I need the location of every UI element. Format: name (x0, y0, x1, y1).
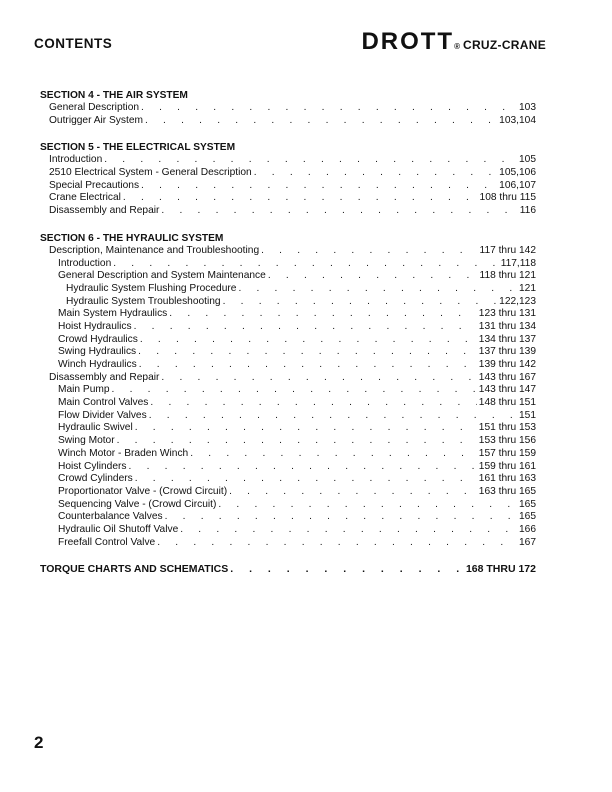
toc-entry-label: Outrigger Air System (49, 114, 143, 126)
dot-leader (230, 563, 464, 576)
toc-entry-label: Swing Motor (58, 435, 115, 447)
dot-leader (138, 346, 477, 359)
toc-entry-page: 163 thru 165 (478, 485, 536, 497)
toc-entry-label: Disassembly and Repair (49, 371, 160, 383)
toc-entry-page: 157 thru 159 (478, 447, 536, 459)
dot-leader (157, 537, 517, 550)
toc-entry-label: Description, Maintenance and Troubleshooting (49, 244, 260, 256)
toc-entry (40, 511, 536, 524)
toc-entry-page: 167 (519, 536, 536, 548)
toc-entry (40, 321, 536, 334)
toc-entry (40, 435, 536, 448)
toc-entry-label: Sequencing Valve - (Crowd Circuit) (58, 498, 217, 510)
toc-entry (40, 359, 536, 372)
toc-entry-page: 165 (519, 511, 536, 523)
toc-entry-label: TORQUE CHARTS AND SCHEMATICS (40, 563, 229, 576)
toc-entry-page: 165 (519, 498, 536, 510)
dot-leader (123, 192, 478, 205)
registered-mark: ® (454, 42, 460, 51)
toc-entry-page: 139 thru 142 (478, 359, 536, 370)
toc-entry-label: Introduction (49, 154, 103, 166)
toc-entry-page: 122,123 (499, 295, 536, 307)
toc-entry-label: Main Control Valves (58, 397, 149, 409)
toc-section (40, 232, 536, 550)
section-title: SECTION 5 - THE ELECTRICAL SYSTEM (40, 142, 236, 154)
toc-entry-page: 105 (519, 154, 536, 166)
toc-entry-label: Introduction (58, 257, 112, 269)
toc-entry-page: 116 (519, 205, 536, 217)
toc-entry-page: 151 (519, 409, 536, 421)
toc-entry-label: General Description and System Maintenance (58, 270, 266, 282)
dot-leader (238, 283, 517, 296)
toc-entry-page: 168 THRU 172 (465, 563, 536, 576)
dot-leader (229, 486, 477, 499)
toc-entry-label: Hydraulic System Flushing Procedure (66, 282, 237, 294)
toc-entry-label: Flow Divider Valves (58, 409, 147, 421)
toc-entry (40, 397, 536, 410)
toc-entry (40, 334, 536, 347)
toc-entry (40, 283, 536, 296)
toc-entry (40, 296, 536, 309)
toc-entry (40, 346, 536, 359)
toc-entry-page: 117,118 (500, 257, 536, 269)
toc-entry-page: 131 thru 134 (478, 320, 536, 332)
toc-entry-page: 137 thru 139 (478, 346, 536, 358)
dot-leader (145, 115, 497, 128)
table-of-contents (40, 89, 536, 576)
toc-entry-page: 151 thru 153 (478, 422, 536, 434)
dot-leader (161, 205, 517, 218)
toc-entry-label: Hoist Cylinders (58, 460, 127, 472)
toc-entry-page: 153 thru 156 (478, 435, 536, 447)
dot-leader (104, 154, 517, 167)
toc-entry-page: 103,104 (499, 114, 536, 126)
toc-entry (40, 537, 536, 550)
toc-entry-page: 159 thru 161 (478, 460, 536, 472)
dot-leader (180, 524, 517, 537)
toc-entry-label: Freefall Control Valve (58, 536, 156, 548)
toc-entry-page: 106,107 (499, 179, 536, 191)
toc-entry-label: General Description (49, 102, 140, 113)
toc-entry (40, 473, 536, 486)
toc-entry-page: 148 thru 151 (478, 397, 536, 409)
page-number: 2 (34, 733, 44, 752)
toc-entry-label: Crowd Cylinders (58, 473, 133, 485)
toc-entry-label: Main System Hydraulics (58, 308, 168, 320)
toc-entry-page: 105,106 (499, 167, 536, 179)
toc-entry-page: 118 thru 121 (479, 270, 536, 282)
dot-leader (112, 384, 477, 397)
toc-entry (40, 461, 536, 474)
toc-entry-label: Hydraulic System Troubleshooting (66, 295, 221, 307)
toc-final-entry (40, 563, 536, 576)
toc-entry (40, 115, 536, 128)
dot-leader (218, 499, 517, 512)
toc-entry-page: 123 thru 131 (478, 308, 536, 320)
toc-entry-label: Crane Electrical (49, 192, 121, 204)
dot-leader (165, 511, 517, 524)
toc-entry-label: 2510 Electrical System - General Description (49, 167, 252, 179)
dot-leader (261, 245, 477, 258)
toc-entry-label: Hoist Hydraulics (58, 320, 132, 332)
dot-leader (135, 422, 477, 435)
toc-entry (40, 245, 536, 258)
brand-logo (361, 28, 546, 56)
toc-entry (40, 384, 536, 397)
section-title: SECTION 4 - THE AIR SYSTEM (40, 90, 188, 101)
page-title: CONTENTS (34, 36, 113, 51)
dot-leader (268, 270, 478, 283)
toc-entry-label: Winch Motor - Braden Winch (58, 447, 189, 459)
toc-entry-label: Counterbalance Valves (58, 511, 163, 523)
toc-entry-page: 108 thru 115 (479, 192, 536, 204)
dot-leader (129, 461, 477, 474)
toc-entry (40, 524, 536, 537)
toc-entry-page: 166 (519, 523, 536, 535)
toc-section (40, 141, 536, 217)
dot-leader (150, 397, 476, 410)
toc-entry-page: 143 thru 147 (478, 384, 536, 396)
toc-entry-label: Hydraulic Oil Shutoff Valve (58, 523, 179, 535)
dot-leader (113, 258, 498, 271)
brand-model: CRUZ-CRANE (463, 38, 546, 52)
dot-leader (161, 372, 476, 385)
toc-entry (40, 486, 536, 499)
dot-leader (254, 167, 497, 180)
dot-leader (139, 359, 477, 372)
dot-leader (140, 334, 477, 347)
toc-entry-page: 134 thru 137 (478, 333, 536, 345)
toc-entry (40, 102, 536, 115)
brand-name: DROTT (361, 28, 455, 55)
toc-entry (40, 448, 536, 461)
toc-entry-page: 143 thru 167 (478, 371, 536, 383)
toc-entry (40, 258, 536, 271)
toc-entry-label: Crowd Hydraulics (58, 333, 138, 345)
dot-leader (141, 102, 517, 115)
toc-entry-page: 103 (519, 102, 536, 113)
toc-entry (40, 308, 536, 321)
toc-entry (40, 192, 536, 205)
toc-entry-label: Swing Hydraulics (58, 346, 137, 358)
section-title: SECTION 6 - THE HYRAULIC SYSTEM (40, 232, 224, 244)
toc-entry (40, 270, 536, 283)
dot-leader (190, 448, 477, 461)
toc-entry-page: 161 thru 163 (478, 473, 536, 485)
dot-leader (169, 308, 477, 321)
dot-leader (135, 473, 477, 486)
toc-entry (40, 422, 536, 435)
dot-leader (141, 180, 497, 193)
toc-entry (40, 180, 536, 193)
toc-entry (40, 154, 536, 167)
toc-entry (40, 167, 536, 180)
toc-entry-label: Special Precautions (49, 179, 140, 191)
toc-entry (40, 372, 536, 385)
toc-entry-label: Hydraulic Swivel (58, 422, 133, 434)
toc-entry (40, 205, 536, 218)
dot-leader (149, 410, 517, 423)
toc-entry-page: 117 thru 142 (479, 244, 536, 256)
toc-entry-label: Disassembly and Repair (49, 205, 160, 217)
toc-entry (40, 410, 536, 423)
dot-leader (134, 321, 477, 334)
toc-section (40, 89, 536, 127)
dot-leader (117, 435, 477, 448)
toc-entry-label: Main Pump (58, 384, 110, 396)
dot-leader (223, 296, 498, 309)
toc-entry-label: Proportionator Valve - (Crowd Circuit) (58, 485, 228, 497)
toc-entry-page: 121 (519, 282, 536, 294)
toc-entry-label: Winch Hydraulics (58, 359, 137, 370)
toc-entry (40, 499, 536, 512)
